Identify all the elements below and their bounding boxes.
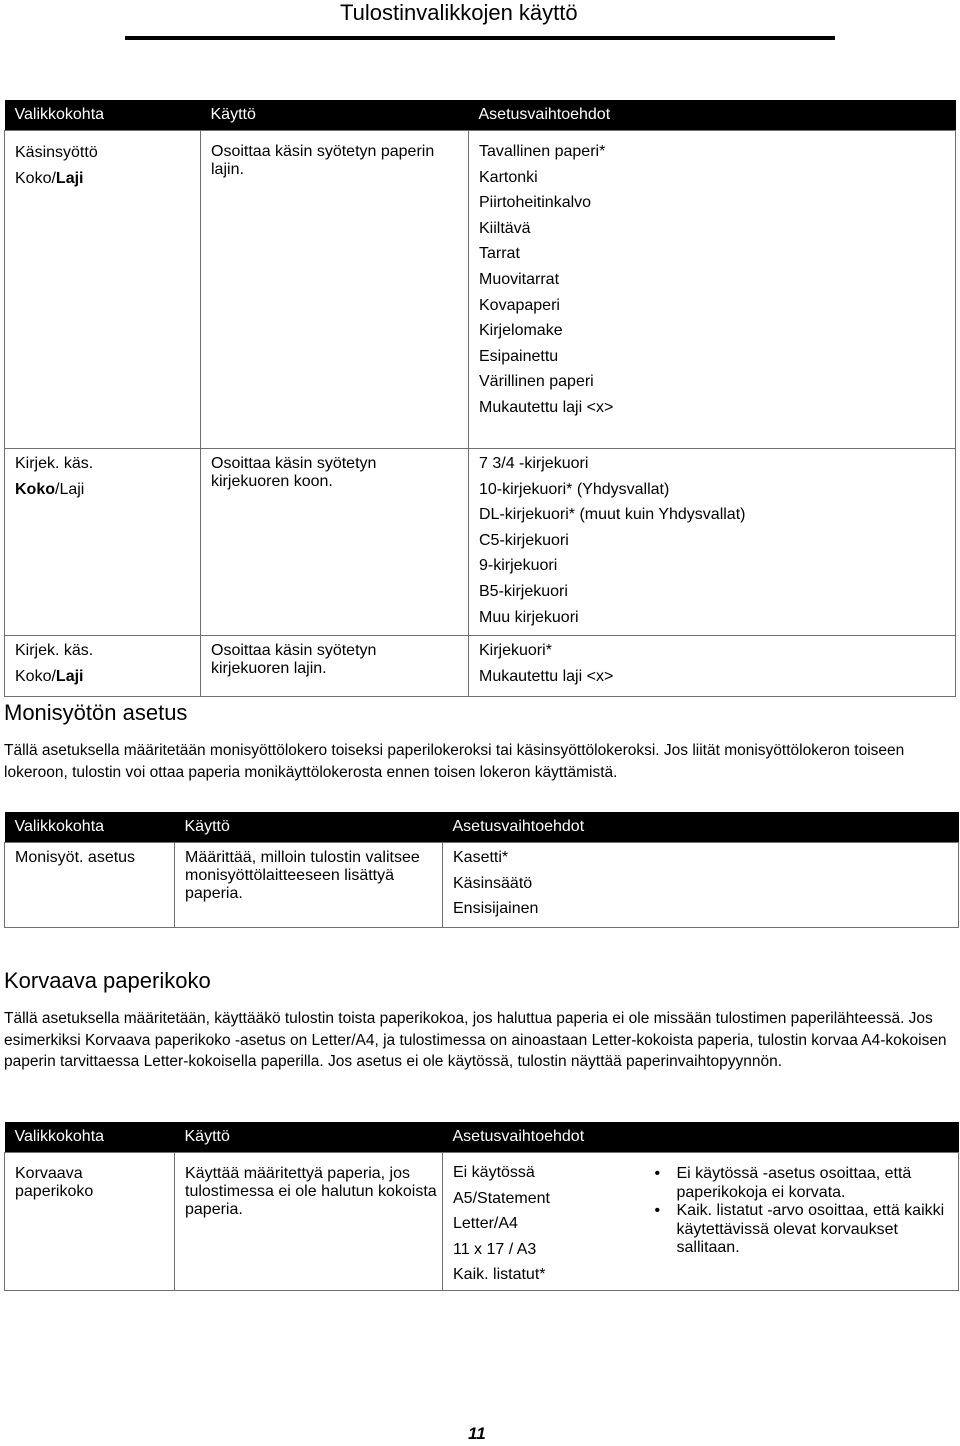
usage-cell <box>201 636 469 697</box>
usage-text: Osoittaa käsin syötetyn kirjekuoren koon. <box>211 455 377 490</box>
menu-item-name: Korvaava paperikoko <box>15 1165 94 1200</box>
menu-item-subname-part: Koko/ <box>15 667 56 685</box>
menu-item-subname-part: Koko/ <box>15 169 56 187</box>
option-value: Esipainettu <box>479 347 559 365</box>
menu-item-name: Kirjek. käs. <box>15 642 94 659</box>
note-text: Kaik. listatut -arvo osoittaa, että kaikki käytettävissä olevat korvaukset sallitaan. <box>676 1202 945 1256</box>
option-value: C5-kirjekuori <box>479 531 569 549</box>
column-header-usage: Käyttö <box>175 812 443 843</box>
option-value: Värillinen paperi <box>479 373 594 391</box>
title-rule <box>125 36 835 40</box>
option-value: Kovapaperi <box>479 296 560 314</box>
table-row <box>5 1153 959 1291</box>
table-row <box>5 449 956 636</box>
table-row <box>5 843 959 928</box>
option-value: 11 x 17 / A3 <box>453 1240 537 1258</box>
usage-cell <box>175 843 443 928</box>
menu-item-subname-part: /Laji <box>55 480 85 498</box>
column-header-usage: Käyttö <box>201 100 469 131</box>
column-header-item: Valikkokohta <box>5 100 201 131</box>
menu-item-subname-active: Laji <box>55 169 84 187</box>
option-value: A5/Statement <box>453 1189 550 1207</box>
options-cell <box>469 636 956 697</box>
option-value: Ei käytössä <box>453 1164 535 1181</box>
menu-item-subname <box>15 166 200 192</box>
options-cell <box>469 449 956 636</box>
usage-cell <box>175 1153 443 1291</box>
note-text: Ei käytössä -asetus osoittaa, että paperikokoja ei korvata. <box>676 1165 912 1201</box>
substitute-size-table <box>4 1122 959 1291</box>
column-header-usage: Käyttö <box>175 1122 443 1153</box>
menu-item-subname <box>15 664 200 690</box>
option-value: Kirjelomake <box>479 322 563 340</box>
notes-list <box>655 1165 949 1258</box>
menu-item-subname-active: Koko <box>15 480 55 498</box>
multifeed-table <box>4 812 959 928</box>
option-value: Ensisijainen <box>453 900 539 918</box>
options-cell <box>443 843 959 928</box>
notes-cell <box>643 1153 959 1291</box>
column-header-item: Valikkokohta <box>5 812 175 843</box>
note-item <box>655 1165 949 1202</box>
option-value: Käsinsäätö <box>453 874 533 892</box>
option-value: B5-kirjekuori <box>479 582 568 600</box>
option-value: 10-kirjekuori* (Yhdysvallat) <box>479 480 670 498</box>
option-value: Letter/A4 <box>453 1215 518 1233</box>
option-value: Kirjekuori* <box>479 642 552 659</box>
option-value: DL-kirjekuori* (muut kuin Yhdysvallat) <box>479 506 746 524</box>
option-value: Mukautettu laji <x> <box>479 667 614 685</box>
column-header-options: Asetusvaihtoehdot <box>469 100 956 131</box>
option-value: Kaik. listatut* <box>453 1266 546 1284</box>
option-value: Tarrat <box>479 245 520 263</box>
option-value: 7 3/4 -kirjekuori <box>479 455 589 472</box>
options-cell <box>469 131 956 449</box>
table-header-row <box>5 812 959 843</box>
column-header-options: Asetusvaihtoehdot <box>443 812 959 843</box>
option-value: Kasetti* <box>453 849 509 866</box>
bullet-icon: • <box>654 1202 661 1219</box>
menu-item-cell <box>5 131 201 449</box>
section-heading-substitute-size: Korvaava paperikoko <box>4 968 211 993</box>
section-paragraph-multifeed: Tällä asetuksella määritetään monisyöttölokero toiseksi paperilokeroksi tai käsinsyöttölokeroksi. Jos liität monisyöttölokeron toiseen lokeroon, tulostin voi ottaa paperia monikäyttölokerosta ennen toisen lokeron käyttämistä. <box>4 742 905 781</box>
table-row <box>5 131 956 449</box>
menu-item-subname <box>15 477 200 503</box>
menu-item-name: Monisyöt. asetus <box>15 849 136 866</box>
usage-text: Käyttää määritettyä paperia, jos tulostimessa ei ole halutun kokoista paperia. <box>185 1165 437 1218</box>
column-header-item: Valikkokohta <box>5 1122 175 1153</box>
menu-item-subname-active: Laji <box>55 667 84 685</box>
bullet-icon: • <box>654 1165 661 1182</box>
option-value: Tavallinen paperi* <box>479 143 606 160</box>
option-value: Mukautettu laji <x> <box>479 398 614 416</box>
usage-cell <box>201 449 469 636</box>
section-heading-multifeed: Monisyötön asetus <box>4 700 188 725</box>
menu-item-cell <box>5 449 201 636</box>
menu-item-name: Kirjek. käs. <box>15 455 94 472</box>
usage-cell <box>201 131 469 449</box>
paper-menu-table <box>4 100 956 697</box>
option-value: Piirtoheitinkalvo <box>479 194 592 212</box>
menu-item-name: Käsinsyöttö <box>15 144 98 161</box>
table-header-row <box>5 1122 959 1153</box>
note-item <box>655 1202 949 1258</box>
column-header-options: Asetusvaihtoehdot <box>443 1122 959 1153</box>
option-value: Muu kirjekuori <box>479 608 579 626</box>
option-value: 9-kirjekuori <box>479 557 558 575</box>
usage-text: Osoittaa käsin syötetyn paperin lajin. <box>211 143 435 178</box>
page-title: Tulostinvalikkojen käyttö <box>340 0 578 25</box>
option-value: Muovitarrat <box>479 270 560 288</box>
table-header-row <box>5 100 956 131</box>
options-cell <box>443 1153 643 1291</box>
menu-item-cell <box>5 843 175 928</box>
option-value: Kartonki <box>479 168 538 186</box>
section-paragraph-substitute-size: Tällä asetuksella määritetään, käyttääkö tulostin toista paperikokoa, jos haluttua paperia ei ole missään tulostimen paperilähteessä. Jos esimerkiksi Korvaava paperikoko -asetus on Letter/A4, ja tulostimessa on ainoastaan Letter-kokoista paperia, tulostin korvaa A4-kokoisen paperin tarvittaessa Letter-kokoisella paperilla. Jos asetus ei ole käytössä, tulostin näyttää paperinvaihtopyynnön. <box>4 1010 947 1070</box>
page-number: 11 <box>468 1424 486 1443</box>
menu-item-cell <box>5 1153 175 1291</box>
usage-text: Määrittää, milloin tulostin valitsee monisyöttölaitteeseen lisättyä paperia. <box>185 849 420 902</box>
menu-item-cell <box>5 636 201 697</box>
usage-text: Osoittaa käsin syötetyn kirjekuoren lajin. <box>211 642 377 677</box>
option-value: Kiiltävä <box>479 219 531 237</box>
table-row <box>5 636 956 697</box>
